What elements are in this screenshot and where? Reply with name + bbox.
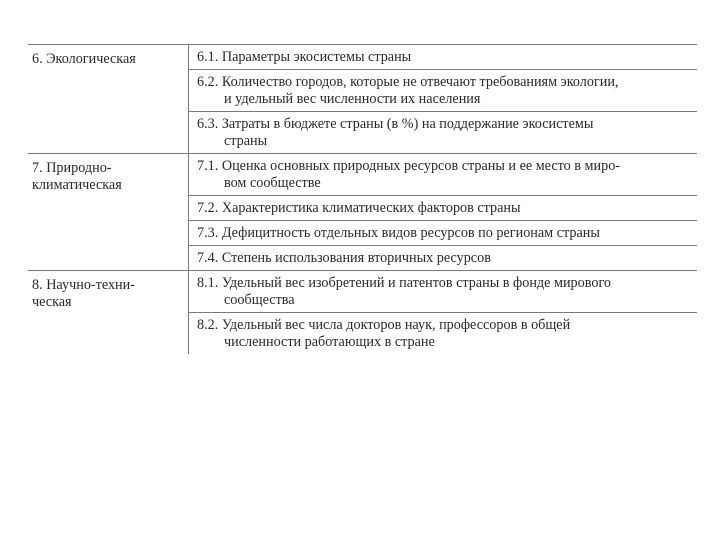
item-text: 7.1. Оценка основных природных ресурсов страны и ее место в миро- [197,158,621,174]
category-label-continued: ческая [32,294,72,310]
item-text-continued: и удельный вес численности их населения [224,91,481,107]
category-label: 6. Экологическая [32,51,136,67]
item-text-continued: страны [224,133,268,149]
item-text: 7.4. Степень использования вторичных ресурсов [197,250,491,266]
list-item [189,45,697,70]
item-text: 8.1. Удельный вес изобретений и патентов страны в фонде мирового [197,275,611,291]
item-text: 6.1. Параметры экосистемы страны [197,49,412,65]
list-item [189,154,697,196]
item-text: 7.2. Характеристика климатических факторов страны [197,200,521,216]
list-item [189,112,697,154]
category-label: 8. Научно-техни- [32,277,135,293]
item-text: 8.2. Удельный вес числа докторов наук, профессоров в общей [197,317,571,333]
category-cell [28,271,189,355]
document-table-region [28,44,697,380]
indicator-table [28,44,697,354]
table-row [28,45,697,154]
table-row [28,271,697,355]
list-item [189,271,697,313]
items-cell [189,154,698,271]
item-text-continued: численности работающих в стране [224,334,435,350]
category-label-continued: климатическая [32,177,122,193]
item-text-continued: сообщества [224,292,295,308]
list-item [189,221,697,246]
item-text-continued: вом сообществе [224,175,321,191]
table-row [28,154,697,271]
list-item [189,313,697,355]
items-cell [189,45,698,154]
item-text: 6.2. Количество городов, которые не отвечают требованиям экологии, [197,74,619,90]
item-text: 7.3. Дефицитность отдельных видов ресурсов по регионам страны [197,225,600,241]
category-cell [28,45,189,154]
category-cell [28,154,189,271]
list-item [189,196,697,221]
items-cell [189,271,698,355]
category-label: 7. Природно- [32,160,112,176]
list-item [189,246,697,271]
list-item [189,70,697,112]
item-text: 6.3. Затраты в бюджете страны (в %) на поддержание экосистемы [197,116,594,132]
